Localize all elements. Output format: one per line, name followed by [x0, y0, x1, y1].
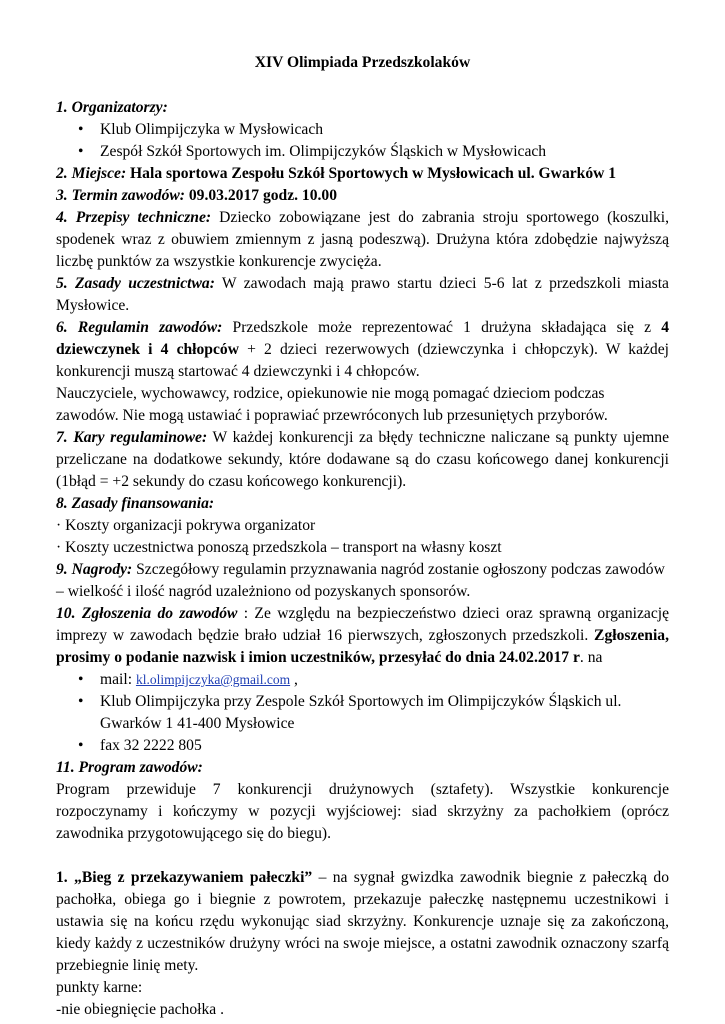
program-text: Program przewiduje 7 konkurencji drużynowych (sztafety). Wszystkie konkurencje rozpoczynamy i kończymy w pozycji wyjściowej: siad skrzyżny za pachołkiem (oprócz zawodnika przygotowującego się do biegu). — [56, 781, 669, 842]
section-4: 4. Przepisy techniczne: Dziecko zobowiązane jest do zabrania stroju sportowego (koszulki, spodenek wraz z obuwiem zmiennym z jasną podeszwą). Drużyna która zdobędzie najwyższą liczbę punktów za wszystkie konkurencje zwycięża. — [56, 209, 670, 270]
contact-list — [56, 669, 669, 757]
list-item: · Koszty uczestnictwa ponoszą przedszkola – transport na własny koszt — [56, 539, 502, 556]
section-10-heading: 10. Zgłoszenia do zawodów — [56, 605, 238, 622]
email-link[interactable]: kl.olimpijczyka@gmail.com — [135, 672, 291, 687]
document-title: XIV Olimpiada Przedszkolaków — [254, 54, 471, 71]
section-9-heading: 9. Nagrody: — [56, 561, 133, 578]
event-date: 09.03.2017 godz. 10.00 — [184, 187, 338, 204]
bullet-icon: • — [78, 671, 84, 688]
venue: Hala sportowa Zespołu Szkół Sportowych w Mysłowicach ul. Gwarków 1 — [126, 165, 617, 182]
section-9: 9. Nagrody: Szczegółowy regulamin przyznawania nagród zostanie ogłoszony podczas zawodów – wielkość i ilość nagród uzależniono od pozyskanych sponsorów. — [56, 561, 665, 600]
section-3 — [56, 185, 669, 207]
section-4-heading: 4. Przepisy techniczne: — [56, 209, 212, 226]
section-2 — [56, 163, 669, 185]
bullet-icon: • — [78, 121, 84, 138]
section-6-heading: 6. Regulamin zawodów: — [56, 319, 223, 336]
section-1-heading: 1. Organizatorzy: — [56, 99, 168, 116]
list-item: • Zespół Szkół Sportowych im. Olimpijczyków Śląskich w Mysłowicach — [56, 141, 669, 163]
competition-1: 1. „Bieg z przekazywaniem pałeczki” – na sygnał gwizdka zawodnik biegnie z pałeczką do pachołka, obiega go i biegnie z powrotem, przekazuje pałeczkę następnemu uczestnikowi i ustawia się na końcu rzędu wykonując siad skrzyżny. Konkurencje uznaje się za zakończoną, kiedy każdy z uczestników drużyny wróci na swoje miejsce, a ostatni zawodnik oznaczony szarfą przebiegnie linię mety. — [56, 869, 669, 974]
penalty-label: punkty karne: — [56, 979, 143, 996]
section-1 — [56, 97, 669, 119]
list-item: • mail: kl.olimpijczyka@gmail.com , — [56, 669, 669, 691]
competition-1-heading: 1. „Bieg z przekazywaniem pałeczki” — [56, 869, 313, 886]
section-7-heading: 7. Kary regulaminowe: — [56, 429, 208, 446]
section-7: 7. Kary regulaminowe: W każdej konkurencji za błędy techniczne naliczane są punkty ujemne przeliczane na dodatkowe sekundy, które dodawane są do czasu końcowego danej konkurencji (1błąd = +2 sekundy do czasu końcowego konkurencji). — [56, 429, 670, 490]
list-item: • Klub Olimpijczyka w Mysłowicach — [56, 119, 669, 141]
list-item: • Klub Olimpijczyka przy Zespole Szkół Sportowych im Olimpijczyków Śląskich ul. Gwarków 1 41-400 Mysłowice — [78, 693, 622, 732]
section-6-paragraph-2: Nauczyciele, wychowawcy, rodzice, opiekunowie nie mogą pomagać dzieciom podczas zawodów. Nie mogą ustawiać i poprawiać przewróconych lub przesuniętych przyborów. — [56, 385, 608, 424]
section-11-heading: 11. Program zawodów: — [56, 759, 203, 776]
section-5: 5. Zasady uczestnictwa: W zawodach mają prawo startu dzieci 5-6 lat z przedszkoli miasta Mysłowice. — [56, 275, 669, 314]
list-item: · Koszty organizacji pokrywa organizator — [56, 517, 316, 534]
bullet-icon: • — [78, 737, 84, 754]
bullet-icon: • — [78, 693, 84, 710]
penalty-item: -nie obiegnięcie pachołka . — [56, 1001, 224, 1018]
section-5-heading: 5. Zasady uczestnictwa: — [56, 275, 215, 292]
organizers-list — [56, 119, 669, 163]
section-3-heading: 3. Termin zawodów: — [56, 187, 185, 204]
section-8 — [56, 493, 669, 515]
section-8-heading: 8. Zasady finansowania: — [56, 495, 215, 512]
section-10: 10. Zgłoszenia do zawodów : Ze względu na bezpieczeństwo dzieci oraz sprawną organizację imprezy w zawodach będzie brało udział 16 pierwszych, zgłoszonych przedszkoli. Zgłoszenia, prosimy o podanie nazwisk i imion uczestników, przesyłać do dnia 24.02.2017 r. na — [56, 605, 669, 666]
list-item: • fax 32 2222 805 — [56, 735, 669, 757]
section-6: 6. Regulamin zawodów: Przedszkole może reprezentować 1 drużyna składająca się z 4 dziewczynek i 4 chłopców + 2 dzieci rezerwowych (dziewczynka i chłopczyk). W każdej konkurencji muszą startować 4 dziewczynki i 4 chłopców. — [56, 319, 669, 380]
section-2-heading: 2. Miejsce: — [56, 165, 127, 182]
spacer — [56, 845, 669, 867]
section-11 — [56, 757, 669, 779]
bullet-icon: • — [78, 143, 84, 160]
